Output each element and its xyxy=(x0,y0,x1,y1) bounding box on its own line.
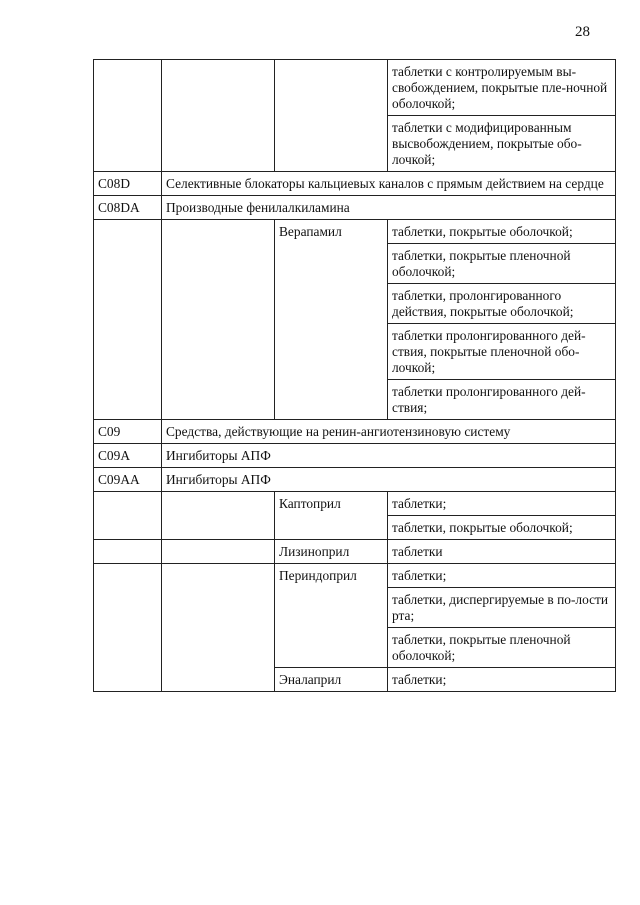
page-number: 28 xyxy=(575,24,590,40)
atc-code-cell xyxy=(94,564,162,692)
dosage-form-cell: таблетки, покрытые оболочкой; xyxy=(388,220,616,244)
atc-group-cell xyxy=(162,564,275,692)
dosage-form-cell: таблетки xyxy=(388,540,616,564)
atc-code-cell: C08DA xyxy=(94,196,162,220)
dosage-form-cell: таблетки; xyxy=(388,564,616,588)
atc-group-name-cell: Средства, действующие на ренин-ангиотензиновую систему xyxy=(162,420,616,444)
atc-group-cell xyxy=(162,492,275,540)
dosage-form-cell: таблетки с модифицированным высвобождением, покрытые обо-лочкой; xyxy=(388,116,616,172)
atc-group-cell xyxy=(162,220,275,420)
atc-code-cell: C09A xyxy=(94,444,162,468)
atc-group-name-cell: Ингибиторы АПФ xyxy=(162,444,616,468)
dosage-form-cell: таблетки, покрытые оболочкой; xyxy=(388,516,616,540)
table-row xyxy=(94,60,616,116)
table-row xyxy=(94,540,616,564)
atc-code-cell: C08D xyxy=(94,172,162,196)
dosage-form-cell: таблетки; xyxy=(388,668,616,692)
atc-code-cell xyxy=(94,60,162,172)
dosage-form-cell: таблетки пролонгированного дей-ствия; xyxy=(388,380,616,420)
drug-name-cell: Лизиноприл xyxy=(275,540,388,564)
drug-name-cell: Эналаприл xyxy=(275,668,388,692)
atc-code-cell xyxy=(94,492,162,540)
dosage-form-cell: таблетки; xyxy=(388,492,616,516)
atc-group-name-cell: Селективные блокаторы кальциевых каналов с прямым действием на сердце xyxy=(162,172,616,196)
dosage-form-cell: таблетки пролонгированного дей-ствия, покрытые пленочной обо-лочкой; xyxy=(388,324,616,380)
table-row xyxy=(94,468,616,492)
table-row xyxy=(94,492,616,516)
atc-code-cell xyxy=(94,220,162,420)
table-row xyxy=(94,444,616,468)
table-row xyxy=(94,564,616,588)
atc-group-cell xyxy=(162,60,275,172)
atc-group-name-cell: Производные фенилалкиламина xyxy=(162,196,616,220)
drug-list-table xyxy=(93,59,616,692)
drug-name-cell: Верапамил xyxy=(275,220,388,420)
atc-group-cell xyxy=(162,540,275,564)
atc-code-cell xyxy=(94,540,162,564)
drug-name-cell: Каптоприл xyxy=(275,492,388,540)
dosage-form-cell: таблетки, покрытые пленочной оболочкой; xyxy=(388,244,616,284)
atc-code-cell: C09 xyxy=(94,420,162,444)
dosage-form-cell: таблетки, покрытые пленочной оболочкой; xyxy=(388,628,616,668)
dosage-form-cell: таблетки, диспергируемые в по-лости рта; xyxy=(388,588,616,628)
table-row xyxy=(94,220,616,244)
table-row xyxy=(94,172,616,196)
table-row xyxy=(94,420,616,444)
drug-name-cell xyxy=(275,60,388,172)
dosage-form-cell: таблетки, пролонгированного действия, покрытые оболочкой; xyxy=(388,284,616,324)
atc-code-cell: C09AA xyxy=(94,468,162,492)
table-row xyxy=(94,196,616,220)
drug-name-cell: Периндоприл xyxy=(275,564,388,668)
dosage-form-cell: таблетки с контролируемым вы-свобождением, покрытые пле-ночной оболочкой; xyxy=(388,60,616,116)
atc-group-name-cell: Ингибиторы АПФ xyxy=(162,468,616,492)
